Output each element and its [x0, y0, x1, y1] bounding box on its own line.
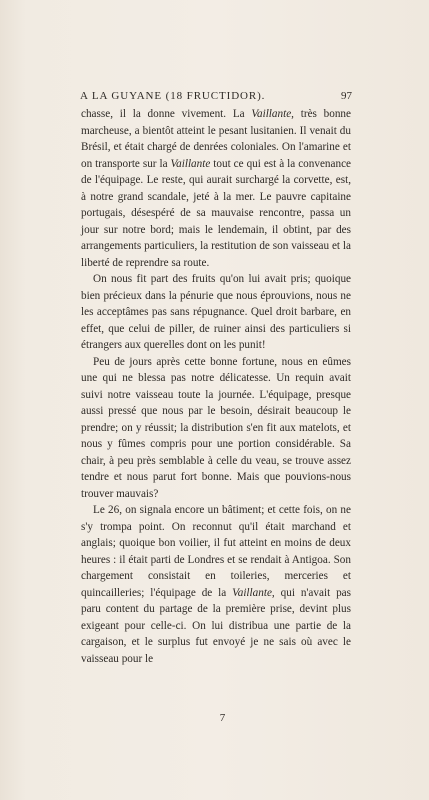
- page-number: 97: [341, 90, 352, 102]
- text-run: On nous fit part des fruits qu'on lui avait pris; quoique bien précieux dans la pénurie que nous éprouvions, nous ne les acceptâmes pas sans répugnance. Quel droit barbare, en effet, que celui de piller, de ruiner ainsi des particuliers si étrangers aux querelles dont on les punit!: [81, 273, 351, 351]
- signature-mark-number: 7: [219, 712, 226, 724]
- text-run: tout ce qui est à la convenance de l'équipage. Le reste, qui aurait surchargé la corvette, est, à notre grand scandale, jeté à la mer. Le pauvre capitaine portugais, désespéré de sa mauvaise rencontre, passa un jour sur notre bord; mais le lendemain, il obtint, par des arrangements particuliers, la restitution de son vaisseau et la liberté de reprendre sa route.: [81, 157, 351, 269]
- ship-name-italic: Vaillante,: [251, 108, 294, 120]
- text-run: très bonne marcheuse, a bientôt atteint le pesant lusitanien. Il venait du Brésil, et était chargé de denrées coloniales. On l'amarine et on transporte sur la: [81, 108, 351, 170]
- paragraph: [81, 271, 351, 354]
- text-run: chasse, il la donne vivement. La: [81, 108, 252, 120]
- paragraph: [81, 106, 351, 271]
- ship-name-italic: Vaillante: [170, 157, 211, 170]
- text-run: Peu de jours après cette bonne fortune, nous en eûmes une qui ne blessa pas notre délicatesse. Un requin avait suivi notre vaisseau toute la journée. L'équipage, presque aussi pressé que nous par le besoin, désirait beaucoup le prendre; on y réussit; la distribution s'en fit aux matelots, et nous y fûmes compris pour une portion considérable. Sa chair, à peu près semblable à celle du veau, se trouve assez tendre et nous parut fort bonne. Mais que pouvions-nous trouver mauvais?: [81, 355, 351, 500]
- running-title: A LA GUYANE (18 FRUCTIDOR).: [80, 90, 266, 102]
- text-run: Le 26, on signala encore un bâtiment; et cette fois, on ne s'y trompa point. On reconnut qu'il était marchand et anglais; quoique bon voilier, il fut atteint en moins de deux heures : il était parti de Londres et se rendait à Antigoa. Son chargement consistait en toileries, merceries et quincailleries; l'équipage de la: [81, 504, 351, 599]
- ship-name-italic: Vaillante,: [232, 586, 275, 599]
- body-text: [81, 106, 351, 667]
- signature-mark: [0, 712, 429, 724]
- page-header: [80, 90, 352, 106]
- paragraph: [81, 502, 351, 667]
- paragraph: [81, 354, 351, 503]
- text-run: qui n'avait pas paru content du partage de la première prise, devint plus exigeant pour celle-ci. On lui distribua une partie de la cargaison, et le surplus fut envoyé je ne sais où avec le vaisseau pour le: [81, 586, 351, 665]
